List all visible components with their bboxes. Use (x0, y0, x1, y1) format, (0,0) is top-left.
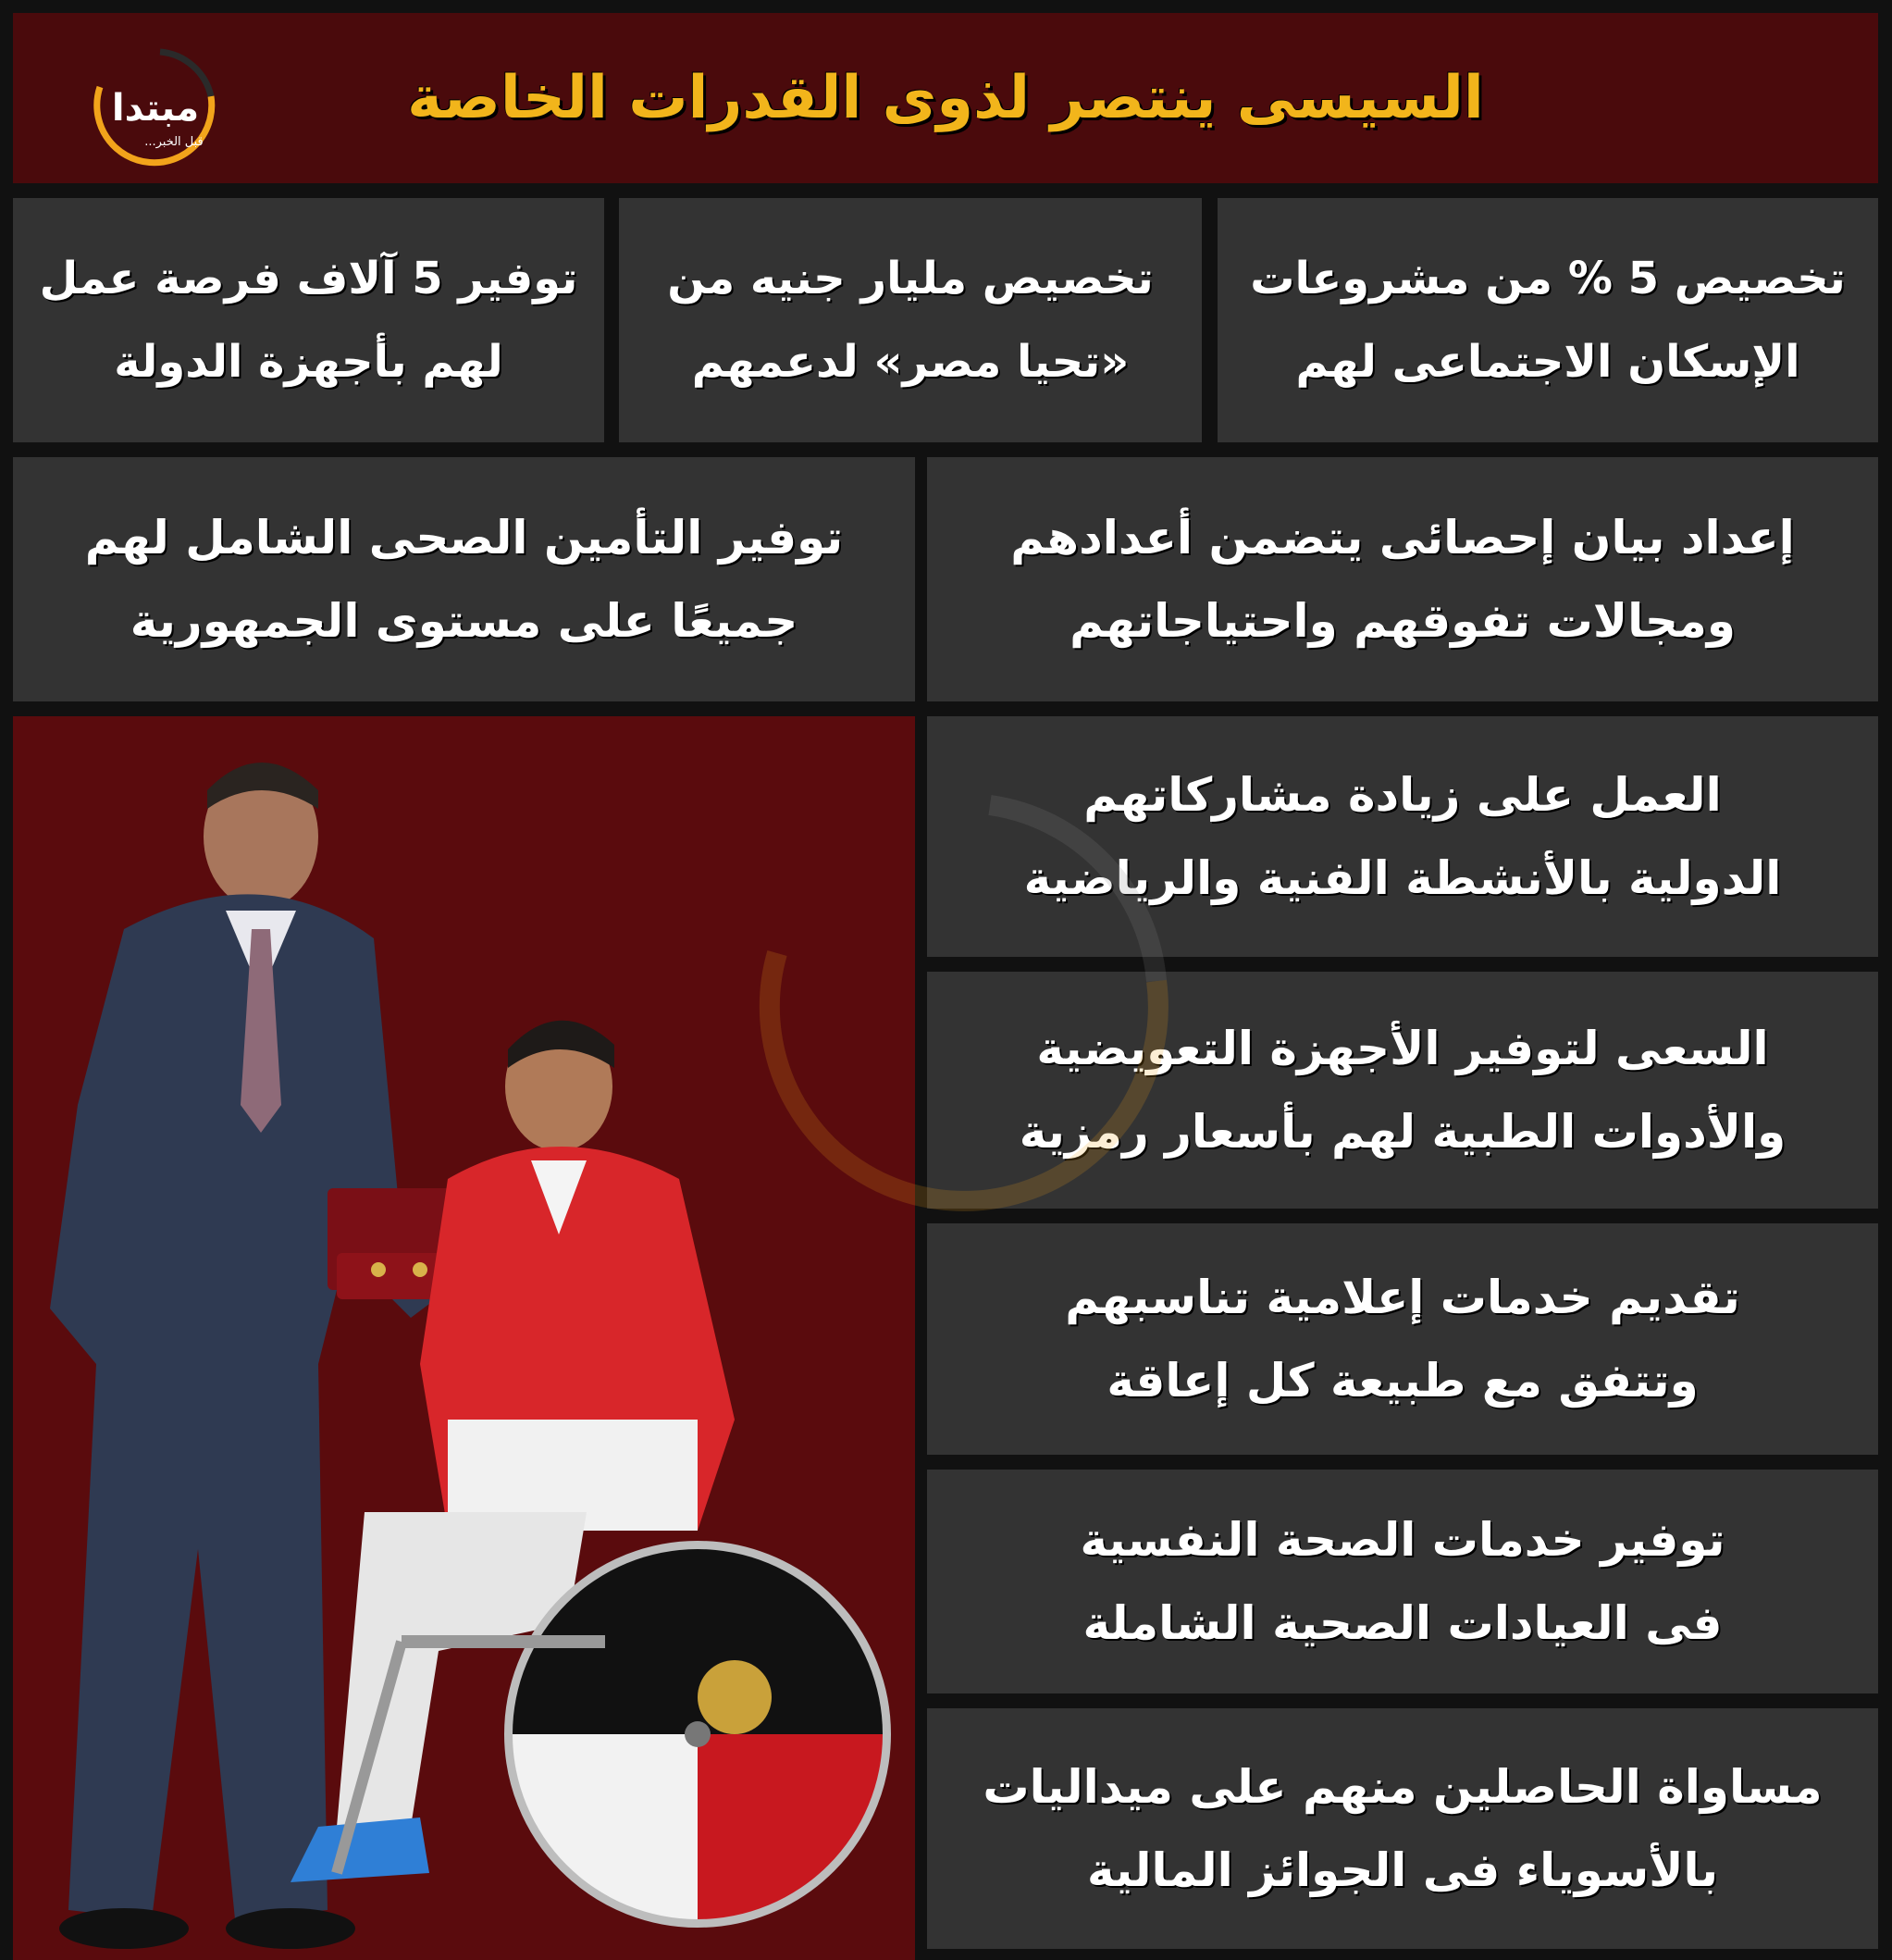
logo-name: مبتدا (111, 87, 200, 130)
point-media-services (927, 1223, 1878, 1455)
point-medical-devices (927, 972, 1878, 1209)
point-statistics (927, 457, 1878, 701)
point-line: تخصيص مليار جنيه من (667, 253, 1154, 304)
point-line: بالأسوياء فى الجوائز المالية (1087, 1843, 1718, 1897)
point-health-insurance (13, 457, 915, 701)
point-line: فى العيادات الصحية الشاملة (1082, 1596, 1723, 1650)
point-jobs (13, 198, 604, 442)
point-line: إعداد بيان إحصائى يتضمن أعدادهم (1010, 511, 1795, 564)
page-title: السيسى ينتصر لذوى القدرات الخاصة (407, 64, 1484, 132)
point-medal-prizes (927, 1708, 1878, 1949)
point-line: لهم بأجهزة الدولة (114, 336, 503, 388)
point-line: «تحيا مصر» لدعمهم (691, 336, 1130, 388)
mobtada-logo (72, 31, 229, 189)
point-line: مساواة الحاصلين منهم على ميداليات (983, 1760, 1823, 1814)
point-line: توفير خدمات الصحة النفسية (1080, 1513, 1725, 1567)
point-line: جميعًا على مستوى الجمهورية (130, 594, 798, 648)
point-international-participation (927, 716, 1878, 957)
award-photo (13, 716, 915, 1960)
point-line: السعى لتوفير الأجهزة التعويضية (1036, 1022, 1769, 1075)
point-line: وتتفق مع طبيعة كل إعاقة (1107, 1354, 1699, 1408)
point-line: ومجالات تفوقهم واحتياجاتهم (1070, 594, 1736, 648)
point-line: تقديم خدمات إعلامية تناسبهم (1065, 1271, 1740, 1324)
point-billion-fund (619, 198, 1202, 442)
logo-tagline: قبل الخبر... (144, 135, 204, 149)
point-line: توفير التأمين الصحى الشامل لهم (84, 511, 844, 564)
point-line: الدولية بالأنشطة الفنية والرياضية (1023, 851, 1782, 905)
point-housing-share (1218, 198, 1878, 442)
header-banner (13, 13, 1878, 183)
point-line: العمل على زيادة مشاركاتهم (1083, 768, 1722, 822)
point-line: توفير 5 آلاف فرصة عمل (39, 253, 578, 304)
point-line: الإسكان الاجتماعى لهم (1295, 336, 1800, 388)
point-line: والأدوات الطبية لهم بأسعار رمزية (1019, 1105, 1787, 1159)
point-line: تخصيص 5 % من مشروعات (1250, 253, 1846, 304)
point-mental-health (927, 1470, 1878, 1693)
